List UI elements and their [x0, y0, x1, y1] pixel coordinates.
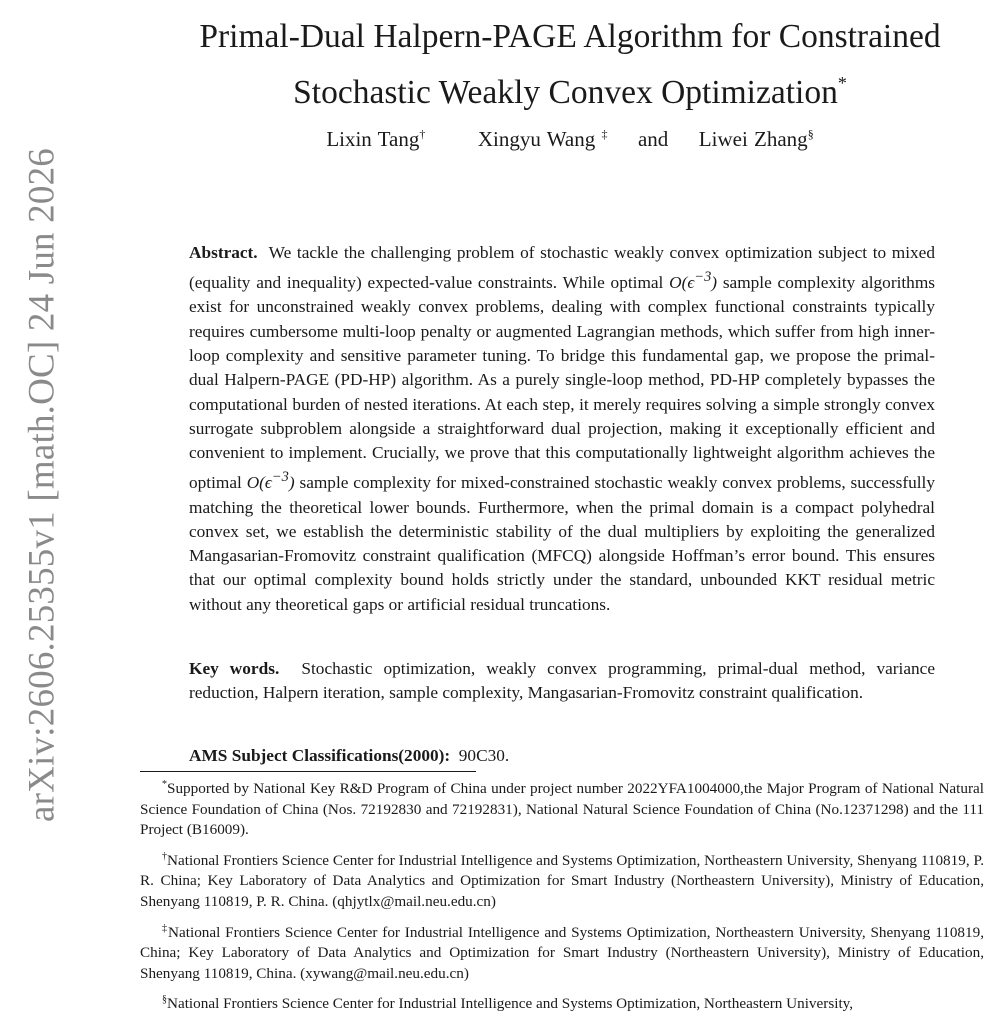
footnote-affiliation-3 [140, 990, 984, 1015]
complexity-math-1 [669, 269, 718, 293]
footnote-rule [140, 771, 476, 772]
arxiv-sidebar [22, 120, 62, 850]
paper-title [140, 14, 1000, 116]
abstract-text-1: We tackle the challenging problem of stochastic weakly convex optimization subject to mixed (equality and inequality) expected-value constraints. While optimal [189, 243, 935, 293]
footnote-mark: ‡ [162, 922, 169, 934]
author-1-mark: † [419, 127, 426, 141]
author-3-mark: § [807, 127, 814, 141]
footnote-mark: * [162, 779, 167, 790]
ams-classification [189, 746, 509, 766]
author-conjunction: and [637, 127, 669, 151]
author-list [140, 127, 1000, 152]
ams-code: 90C30. [458, 746, 510, 765]
footnote-affiliation-2 [140, 919, 984, 985]
abstract-text-2: sample complexity algorithms exist for unconstrained weakly convex problems, dealing with complex functional constraints typically requires cumbersome multi-loop penalty or augmented Lagrangian methods, which suffer from high inner-loop complexity and sensitive parameter tuning. To bridge this fundamental gap, we propose the primal-dual Halpern-PAGE (PD-HP) algorithm. As a purely single-loop method, PD-HP completely bypasses the computational burden of nested iterations. At each step, it merely requires solving a simple strongly convex surrogate subproblem alongside a straightforward dual projection, making it exceptionally efficient and convenient to implement. Crucially, we prove that this computationally lightweight algorithm achieves the optimal [189, 273, 935, 493]
author-1: Lixin Tang [326, 127, 420, 151]
complexity-math-1-base: O(ϵ [669, 273, 695, 293]
title-line-1: Primal-Dual Halpern-PAGE Algorithm for Constrained [199, 18, 941, 55]
complexity-math-2-base: O(ϵ [246, 473, 272, 493]
author-3: Liwei Zhang [698, 127, 808, 151]
abstract [189, 241, 935, 617]
title-footnote-mark: * [837, 73, 847, 93]
footnote-text: National Frontiers Science Center for Industrial Intelligence and Systems Optimization, Northeastern University, [167, 995, 854, 1013]
abstract-text-3: sample complexity for mixed-constrained stochastic weakly convex problems, successfully matching the theoretical lower bounds. Furthermore, when the primal domain is a compact polyhedral convex set, we establish the deterministic stability of the dual multipliers by exploiting the generalized Mangasarian-Fromovitz constraint qualification (MFCQ) alongside Hoffman’s error bound. This ensures that our optimal complexity bound holds strictly under the standard, unbounded KKT residual metric without any theoretical gaps or artificial residual truncations. [189, 473, 935, 614]
ams-label: AMS Subject Classifications(2000): [189, 746, 451, 765]
complexity-math-1-close: ) [711, 273, 718, 293]
footnote-mark: § [162, 994, 167, 1006]
arxiv-identifier: arXiv:2606.25355v1 [math.OC] 24 Jun 2026 [21, 148, 63, 822]
complexity-math-1-exp: −3 [694, 269, 712, 286]
footnote-text: National Frontiers Science Center for Industrial Intelligence and Systems Optimization, Northeastern University, Shenyang 110819, P. R. China; Key Laboratory of Data Analytics and Optimization for Smart Industry (Northeastern University), Ministry of Education, Shenyang 110819, P. R. China. (qhjytlx@mail.neu.edu.cn) [140, 851, 985, 910]
keywords-text: Stochastic optimization, weakly convex programming, primal-dual method, variance reduction, Halpern iteration, sample complexity, Mangasarian-Fromovitz constraint qualification. [189, 659, 935, 703]
keywords-label: Key words. [189, 659, 280, 678]
keywords [189, 657, 935, 706]
footnote-affiliation-1 [140, 847, 984, 913]
complexity-math-2 [246, 469, 295, 493]
author-2-mark: ‡ [601, 127, 608, 141]
footnote-mark: † [162, 850, 168, 862]
footnote-text: National Frontiers Science Center for Industrial Intelligence and Systems Optimization, Northeastern University, Shenyang 110819, China; Key Laboratory of Data Analytics and Optimization for Smart Industry (Northeastern University), Ministry of Education, Shenyang 110819, China. (xywang@mail.neu.edu.cn) [140, 923, 984, 982]
title-line-2 [140, 60, 1000, 116]
complexity-math-2-close: ) [288, 473, 295, 493]
author-2: Xingyu Wang [477, 127, 596, 151]
title-line-2-text: Stochastic Weakly Convex Optimization [293, 74, 838, 111]
footnotes [140, 775, 984, 1021]
complexity-math-2-exp: −3 [271, 469, 289, 486]
footnote-text: Supported by National Key R&D Program of China under project number 2022YFA1004000,the Major Program of National Natural Science Foundation of China (Nos. 72192830 and 72192831), National Natural Science Foundation of China (No.12371298) and the 111 Project (B16009). [140, 780, 984, 839]
footnote-funding [140, 775, 984, 841]
abstract-label: Abstract. [189, 243, 258, 262]
